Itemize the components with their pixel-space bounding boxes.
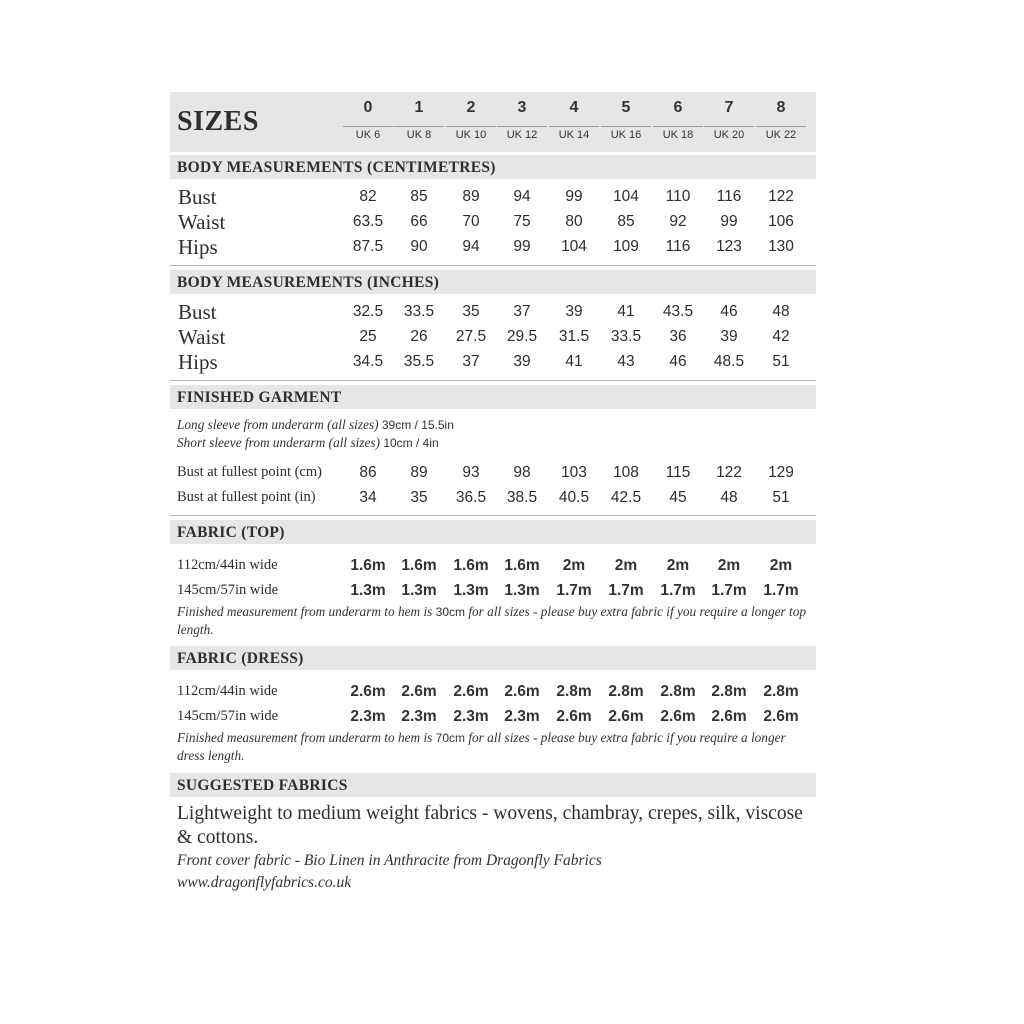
table-cell: 42 — [772, 328, 790, 345]
section-title: BODY MEASUREMENTS (CENTIMETRES) — [177, 159, 496, 176]
table-cell: 82 — [359, 188, 377, 205]
size-number: 6 — [673, 99, 683, 116]
long-sleeve-note — [170, 416, 816, 434]
short-sleeve-note — [170, 434, 816, 452]
table-cell: 1.6m — [401, 557, 437, 574]
section-header-finished — [170, 385, 816, 409]
table-cell: 37 — [513, 303, 531, 320]
table-cell: 122 — [768, 188, 794, 205]
table-cell: 2.6m — [504, 683, 540, 700]
table-cell: 39 — [720, 328, 738, 345]
cover-fabric-note: Front cover fabric - Bio Linen in Anthracite from Dragonfly Fabrics — [177, 852, 602, 869]
row-label: Bust — [178, 185, 217, 209]
table-cell: 43 — [617, 353, 635, 370]
size-uk-label: UK 6 — [343, 126, 393, 141]
table-cell: 26 — [410, 328, 428, 345]
section-title: BODY MEASUREMENTS (INCHES) — [177, 274, 440, 291]
table-cell: 2.3m — [504, 708, 540, 725]
long-sleeve-label: Long sleeve from underarm (all sizes) — [177, 417, 379, 432]
size-uk-label: UK 16 — [601, 126, 651, 141]
table-cell: 1.3m — [350, 582, 386, 599]
table-cell: 2.6m — [763, 708, 799, 725]
body-in-table — [170, 294, 816, 380]
table-cell: 90 — [410, 238, 428, 255]
table-cell: 87.5 — [352, 238, 384, 255]
table-row — [170, 184, 816, 209]
table-cell: 1.6m — [350, 557, 386, 574]
table-cell: 2.6m — [711, 708, 747, 725]
table-cell: 2.3m — [453, 708, 489, 725]
table-cell: 94 — [513, 188, 531, 205]
size-number: 2 — [466, 99, 476, 116]
long-sleeve-value: 39cm / 15.5in — [381, 418, 454, 432]
size-uk-label: UK 10 — [446, 126, 496, 141]
table-cell: 99 — [565, 188, 583, 205]
short-sleeve-label: Short sleeve from underarm (all sizes) — [177, 435, 380, 450]
table-cell: 2.6m — [350, 683, 386, 700]
divider — [170, 515, 816, 516]
section-title: FINISHED GARMENT — [177, 389, 342, 406]
table-cell: 2m — [562, 557, 586, 574]
table-cell: 85 — [410, 188, 428, 205]
table-cell: 35.5 — [403, 353, 435, 370]
table-cell: 2m — [666, 557, 690, 574]
table-cell: 2.8m — [660, 683, 696, 700]
table-cell: 94 — [462, 238, 480, 255]
table-cell: 129 — [768, 464, 794, 481]
table-row — [170, 679, 816, 704]
table-cell: 116 — [665, 238, 691, 255]
table-cell: 2.8m — [763, 683, 799, 700]
table-cell: 46 — [669, 353, 687, 370]
table-row — [170, 578, 816, 603]
fabric-top-note — [170, 603, 816, 644]
table-cell: 43.5 — [662, 303, 694, 320]
divider — [170, 265, 816, 266]
table-cell: 39 — [513, 353, 531, 370]
table-cell: 27.5 — [455, 328, 487, 345]
row-label: Waist — [178, 210, 226, 234]
body-cm-table — [170, 179, 816, 265]
sizes-title: SIZES — [177, 106, 259, 137]
row-label: 112cm/44in wide — [177, 683, 278, 699]
table-cell: 63.5 — [352, 213, 384, 230]
row-label: Hips — [178, 350, 218, 374]
note-text: for all sizes - please buy extra fabric if you require a longer top length. — [177, 604, 806, 637]
section-title: FABRIC (TOP) — [177, 524, 285, 541]
note-text: Finished measurement from underarm to hem is — [177, 730, 433, 745]
table-cell: 1.7m — [556, 582, 592, 599]
table-cell: 98 — [513, 464, 531, 481]
table-cell: 51 — [772, 353, 790, 370]
table-cell: 108 — [613, 464, 639, 481]
table-cell: 123 — [716, 238, 742, 255]
table-cell: 1.3m — [401, 582, 437, 599]
table-cell: 2.6m — [556, 708, 592, 725]
table-cell: 104 — [613, 188, 639, 205]
row-label: Hips — [178, 235, 218, 259]
table-cell: 1.6m — [504, 557, 540, 574]
fabric-top-table — [170, 544, 816, 603]
table-cell: 2.8m — [608, 683, 644, 700]
table-row — [170, 485, 816, 510]
table-cell: 41 — [565, 353, 583, 370]
size-chart — [170, 92, 816, 894]
table-cell: 85 — [617, 213, 635, 230]
table-cell: 66 — [410, 213, 428, 230]
table-cell: 70 — [462, 213, 480, 230]
table-cell: 2.6m — [401, 683, 437, 700]
table-cell: 1.7m — [608, 582, 644, 599]
row-label: 145cm/57in wide — [177, 708, 279, 724]
table-cell: 2m — [717, 557, 741, 574]
table-cell: 80 — [565, 213, 583, 230]
table-cell: 86 — [359, 464, 377, 481]
table-cell: 1.7m — [711, 582, 747, 599]
size-uk-label: UK 8 — [394, 126, 444, 141]
row-label: 145cm/57in wide — [177, 582, 279, 598]
table-cell: 109 — [613, 238, 639, 255]
table-row — [170, 299, 816, 324]
note-value: 30cm — [435, 605, 465, 619]
section-header-suggested — [170, 773, 816, 797]
table-cell: 46 — [720, 303, 738, 320]
row-label: Bust — [178, 300, 217, 324]
table-cell: 2.6m — [608, 708, 644, 725]
table-cell: 92 — [669, 213, 687, 230]
table-cell: 93 — [462, 464, 480, 481]
table-cell: 51 — [772, 489, 790, 506]
table-cell: 2.8m — [711, 683, 747, 700]
size-uk-label: UK 22 — [756, 126, 806, 141]
table-cell: 89 — [410, 464, 428, 481]
table-cell: 110 — [665, 188, 691, 205]
short-sleeve-value: 10cm / 4in — [383, 436, 439, 450]
section-title: FABRIC (DRESS) — [177, 650, 304, 667]
section-header-fabric-dress — [170, 646, 816, 670]
table-cell: 34.5 — [352, 353, 384, 370]
table-cell: 2.6m — [453, 683, 489, 700]
table-cell: 1.3m — [504, 582, 540, 599]
size-uk-label: UK 14 — [549, 126, 599, 141]
table-cell: 36.5 — [455, 489, 487, 506]
table-cell: 130 — [768, 238, 794, 255]
table-cell: 89 — [462, 188, 480, 205]
table-cell: 42.5 — [610, 489, 642, 506]
fabric-dress-note — [170, 729, 816, 771]
row-label: Bust at fullest point (in) — [177, 489, 316, 505]
size-number: 0 — [363, 99, 373, 116]
table-cell: 1.7m — [763, 582, 799, 599]
table-cell: 104 — [561, 238, 587, 255]
table-cell: 41 — [617, 303, 635, 320]
table-row — [170, 349, 816, 374]
size-uk-label: UK 20 — [704, 126, 754, 141]
table-cell: 39 — [565, 303, 583, 320]
note-text: for all sizes - please buy extra fabric if you require a longer dress length. — [177, 730, 786, 763]
table-cell: 38.5 — [506, 489, 538, 506]
size-number: 4 — [569, 99, 579, 116]
row-label: Bust at fullest point (cm) — [177, 464, 322, 480]
table-cell: 25 — [359, 328, 377, 345]
table-cell: 36 — [669, 328, 687, 345]
table-cell: 31.5 — [558, 328, 590, 345]
table-cell: 33.5 — [610, 328, 642, 345]
table-row — [170, 209, 816, 234]
section-header-body-in — [170, 270, 816, 294]
size-number: 5 — [621, 99, 631, 116]
table-cell: 116 — [716, 188, 742, 205]
fabric-dress-table — [170, 670, 816, 729]
size-number: 8 — [776, 99, 786, 116]
table-cell: 103 — [561, 464, 587, 481]
table-cell: 2.3m — [401, 708, 437, 725]
table-cell: 48.5 — [713, 353, 745, 370]
size-uk-label: UK 12 — [497, 126, 547, 141]
table-cell: 29.5 — [506, 328, 538, 345]
table-cell: 37 — [462, 353, 480, 370]
table-cell: 48 — [720, 489, 738, 506]
table-cell: 48 — [772, 303, 790, 320]
table-cell: 99 — [513, 238, 531, 255]
table-cell: 34 — [359, 489, 377, 506]
note-text: Finished measurement from underarm to hem is — [177, 604, 433, 619]
finished-table — [170, 452, 816, 515]
table-cell: 1.7m — [660, 582, 696, 599]
table-cell: 40.5 — [558, 489, 590, 506]
table-cell: 99 — [720, 213, 738, 230]
table-cell: 75 — [513, 213, 531, 230]
table-cell: 33.5 — [403, 303, 435, 320]
table-row — [170, 553, 816, 578]
table-cell: 2.6m — [660, 708, 696, 725]
website-link[interactable]: www.dragonflyfabrics.co.uk — [177, 874, 352, 891]
table-cell: 2m — [614, 557, 638, 574]
table-cell: 35 — [410, 489, 428, 506]
size-uk-label: UK 18 — [653, 126, 703, 141]
size-number: 1 — [414, 99, 424, 116]
table-row — [170, 234, 816, 259]
table-cell: 1.3m — [453, 582, 489, 599]
table-cell: 2.8m — [556, 683, 592, 700]
table-cell: 115 — [665, 464, 691, 481]
note-value: 70cm — [435, 731, 465, 745]
table-cell: 106 — [768, 213, 794, 230]
table-cell: 1.6m — [453, 557, 489, 574]
table-row — [170, 324, 816, 349]
sleeve-notes — [170, 409, 816, 452]
row-label: Waist — [178, 325, 226, 349]
section-header-body-cm — [170, 155, 816, 179]
suggested-fabrics-text: Lightweight to medium weight fabrics - wovens, chambray, crepes, silk, viscose & cottons. — [177, 803, 803, 848]
size-number: 7 — [724, 99, 734, 116]
size-number: 3 — [517, 99, 527, 116]
table-cell: 2.3m — [350, 708, 386, 725]
table-cell: 122 — [716, 464, 742, 481]
sizes-header — [170, 92, 816, 152]
table-cell: 32.5 — [352, 303, 384, 320]
row-label: 112cm/44in wide — [177, 557, 278, 573]
table-cell: 45 — [669, 489, 687, 506]
table-row — [170, 704, 816, 729]
section-title: SUGGESTED FABRICS — [177, 777, 348, 794]
section-header-fabric-top — [170, 520, 816, 544]
table-row — [170, 460, 816, 485]
table-cell: 35 — [462, 303, 480, 320]
divider — [170, 380, 816, 381]
table-cell: 2m — [769, 557, 793, 574]
